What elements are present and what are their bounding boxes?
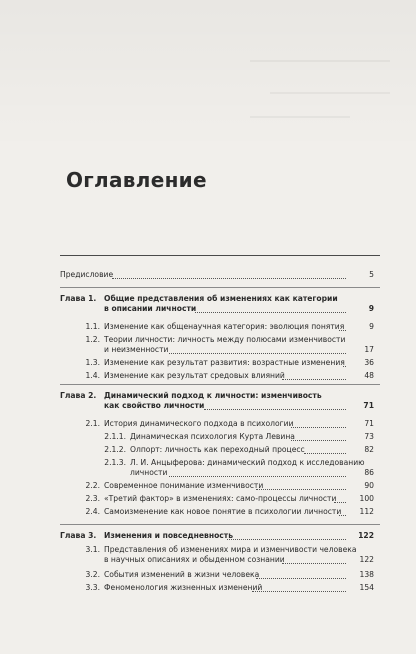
toc-entry-title: Л. И. Анцыферова: динамический подход к исследованию (130, 458, 365, 467)
toc-entry-number: 2.1. (85, 419, 100, 428)
toc-entry-title: личности (130, 468, 168, 477)
toc-entry-title: в описании личности (104, 304, 197, 313)
toc-entry[interactable] (0, 545, 416, 565)
toc-entry[interactable] (0, 494, 416, 504)
toc-page-number: 112 (359, 507, 374, 516)
toc-entry-number: 1.1. (85, 322, 100, 331)
toc-entry[interactable] (0, 507, 416, 517)
toc-entry[interactable] (0, 335, 416, 355)
toc-entry-number: 2.2. (85, 481, 100, 490)
toc-entry-number: Глава 2. (60, 391, 97, 400)
toc-entry-number: 2.1.2. (104, 445, 126, 454)
dot-leader (112, 278, 346, 279)
toc-entry-number: 3.2. (85, 570, 100, 579)
toc-page-number: 73 (364, 432, 374, 441)
toc-chapter[interactable] (0, 294, 416, 314)
toc-entry-number: 2.1.3. (104, 458, 126, 467)
toc-page-number: 122 (358, 531, 374, 540)
toc-page-number: 71 (364, 419, 374, 428)
toc-entry-title: Изменения и повседневность (104, 531, 233, 540)
toc-entry-title: Изменение как общенаучная категория: эволюция понятия (104, 322, 345, 331)
toc-entry-number: 3.3. (85, 583, 100, 592)
toc-chapter[interactable] (0, 531, 416, 541)
toc-page-number: 90 (364, 481, 374, 490)
dot-leader (343, 366, 346, 367)
dot-leader (334, 502, 346, 503)
toc-page-number: 48 (364, 371, 374, 380)
dot-leader (291, 427, 346, 428)
section-divider (60, 524, 380, 525)
toc-entry-title: Динамическая психология Курта Левина (130, 432, 295, 441)
dot-leader (339, 330, 346, 331)
toc-page-number: 36 (364, 358, 374, 367)
toc-entry-number: 1.2. (85, 335, 100, 344)
dot-leader (252, 591, 346, 592)
toc-entry-title: Предисловие (60, 270, 114, 279)
toc-page-number: 9 (368, 304, 374, 313)
dot-leader (282, 563, 346, 564)
toc-entry-title: в научных описаниях и обыденном сознании (104, 555, 285, 564)
dot-leader (169, 353, 346, 354)
dot-leader (256, 578, 346, 579)
toc-page-number: 100 (359, 494, 374, 503)
toc-entry-number: Глава 3. (60, 531, 97, 540)
toc-page-number: 17 (364, 345, 374, 354)
toc-page-number: 5 (369, 270, 374, 279)
toc-entry-title: Изменение как результат развития: возрастные изменения (104, 358, 345, 367)
toc-entry[interactable] (0, 481, 416, 491)
toc-entry-title: Олпорт: личность как переходный процесс (130, 445, 305, 454)
dot-leader (339, 515, 346, 516)
dot-leader (282, 379, 346, 380)
toc-entry-title: Самоизменение как новое понятие в психологии личности (104, 507, 342, 516)
toc-entry-title: и неизменности (104, 345, 169, 354)
toc-entry-title: Изменение как результат средовых влияний (104, 371, 285, 380)
dot-leader (256, 489, 346, 490)
toc-entry-number: 3.1. (85, 545, 100, 554)
toc-entry-number: 1.4. (85, 371, 100, 380)
dot-leader (169, 476, 346, 477)
toc-entry-title: Феноменология жизненных изменений (104, 583, 263, 592)
toc-entry-number: 2.3. (85, 494, 100, 503)
dot-leader (227, 539, 346, 540)
toc-entry-title: «Третий фактор» в изменениях: само-процессы личности (104, 494, 337, 503)
toc-page-number: 71 (363, 401, 374, 410)
section-divider (60, 287, 380, 288)
dot-leader (204, 409, 346, 410)
dot-leader (291, 440, 346, 441)
toc-entry-title: Представления об изменениях мира и изменчивости человека (104, 545, 357, 554)
toc-entry-title: История динамического подхода в психологии (104, 419, 294, 428)
section-divider (60, 384, 380, 385)
dot-leader (195, 312, 346, 313)
toc-page-number: 122 (359, 555, 374, 564)
toc-entry[interactable] (0, 371, 416, 381)
toc-entry-title: События изменений в жизни человека (104, 570, 260, 579)
toc-entry-title: как свойство личности (104, 401, 205, 410)
toc-entry-title: Современное понимание изменчивости (104, 481, 264, 490)
toc-entry[interactable] (0, 432, 416, 442)
toc-entry-title: Общие представления об изменениях как категории (104, 294, 338, 303)
dot-leader (304, 453, 346, 454)
toc-entry[interactable] (0, 322, 416, 332)
toc-entry-title: Динамический подход к личности: изменчивость (104, 391, 322, 400)
toc-entry-number: 1.3. (85, 358, 100, 367)
toc-entry-title: Теории личности: личность между полюсами изменчивости (104, 335, 346, 344)
toc-entry[interactable] (0, 583, 416, 593)
page-title: Оглавление (66, 168, 207, 192)
toc-entry[interactable] (0, 570, 416, 580)
toc-page-number: 154 (359, 583, 374, 592)
toc-entry[interactable] (0, 445, 416, 455)
toc-entry[interactable] (0, 358, 416, 368)
toc-page-number: 82 (364, 445, 374, 454)
toc-entry[interactable] (0, 419, 416, 429)
toc-page-number: 138 (359, 570, 374, 579)
toc-entry-number: 2.1.1. (104, 432, 126, 441)
toc-entry-number: Глава 1. (60, 294, 97, 303)
toc-entry-number: 2.4. (85, 507, 100, 516)
toc-page-number: 86 (364, 468, 374, 477)
toc-entry[interactable] (0, 458, 416, 478)
toc-chapter[interactable] (0, 391, 416, 411)
toc-page-number: 9 (369, 322, 374, 331)
toc-entry[interactable] (0, 270, 416, 280)
